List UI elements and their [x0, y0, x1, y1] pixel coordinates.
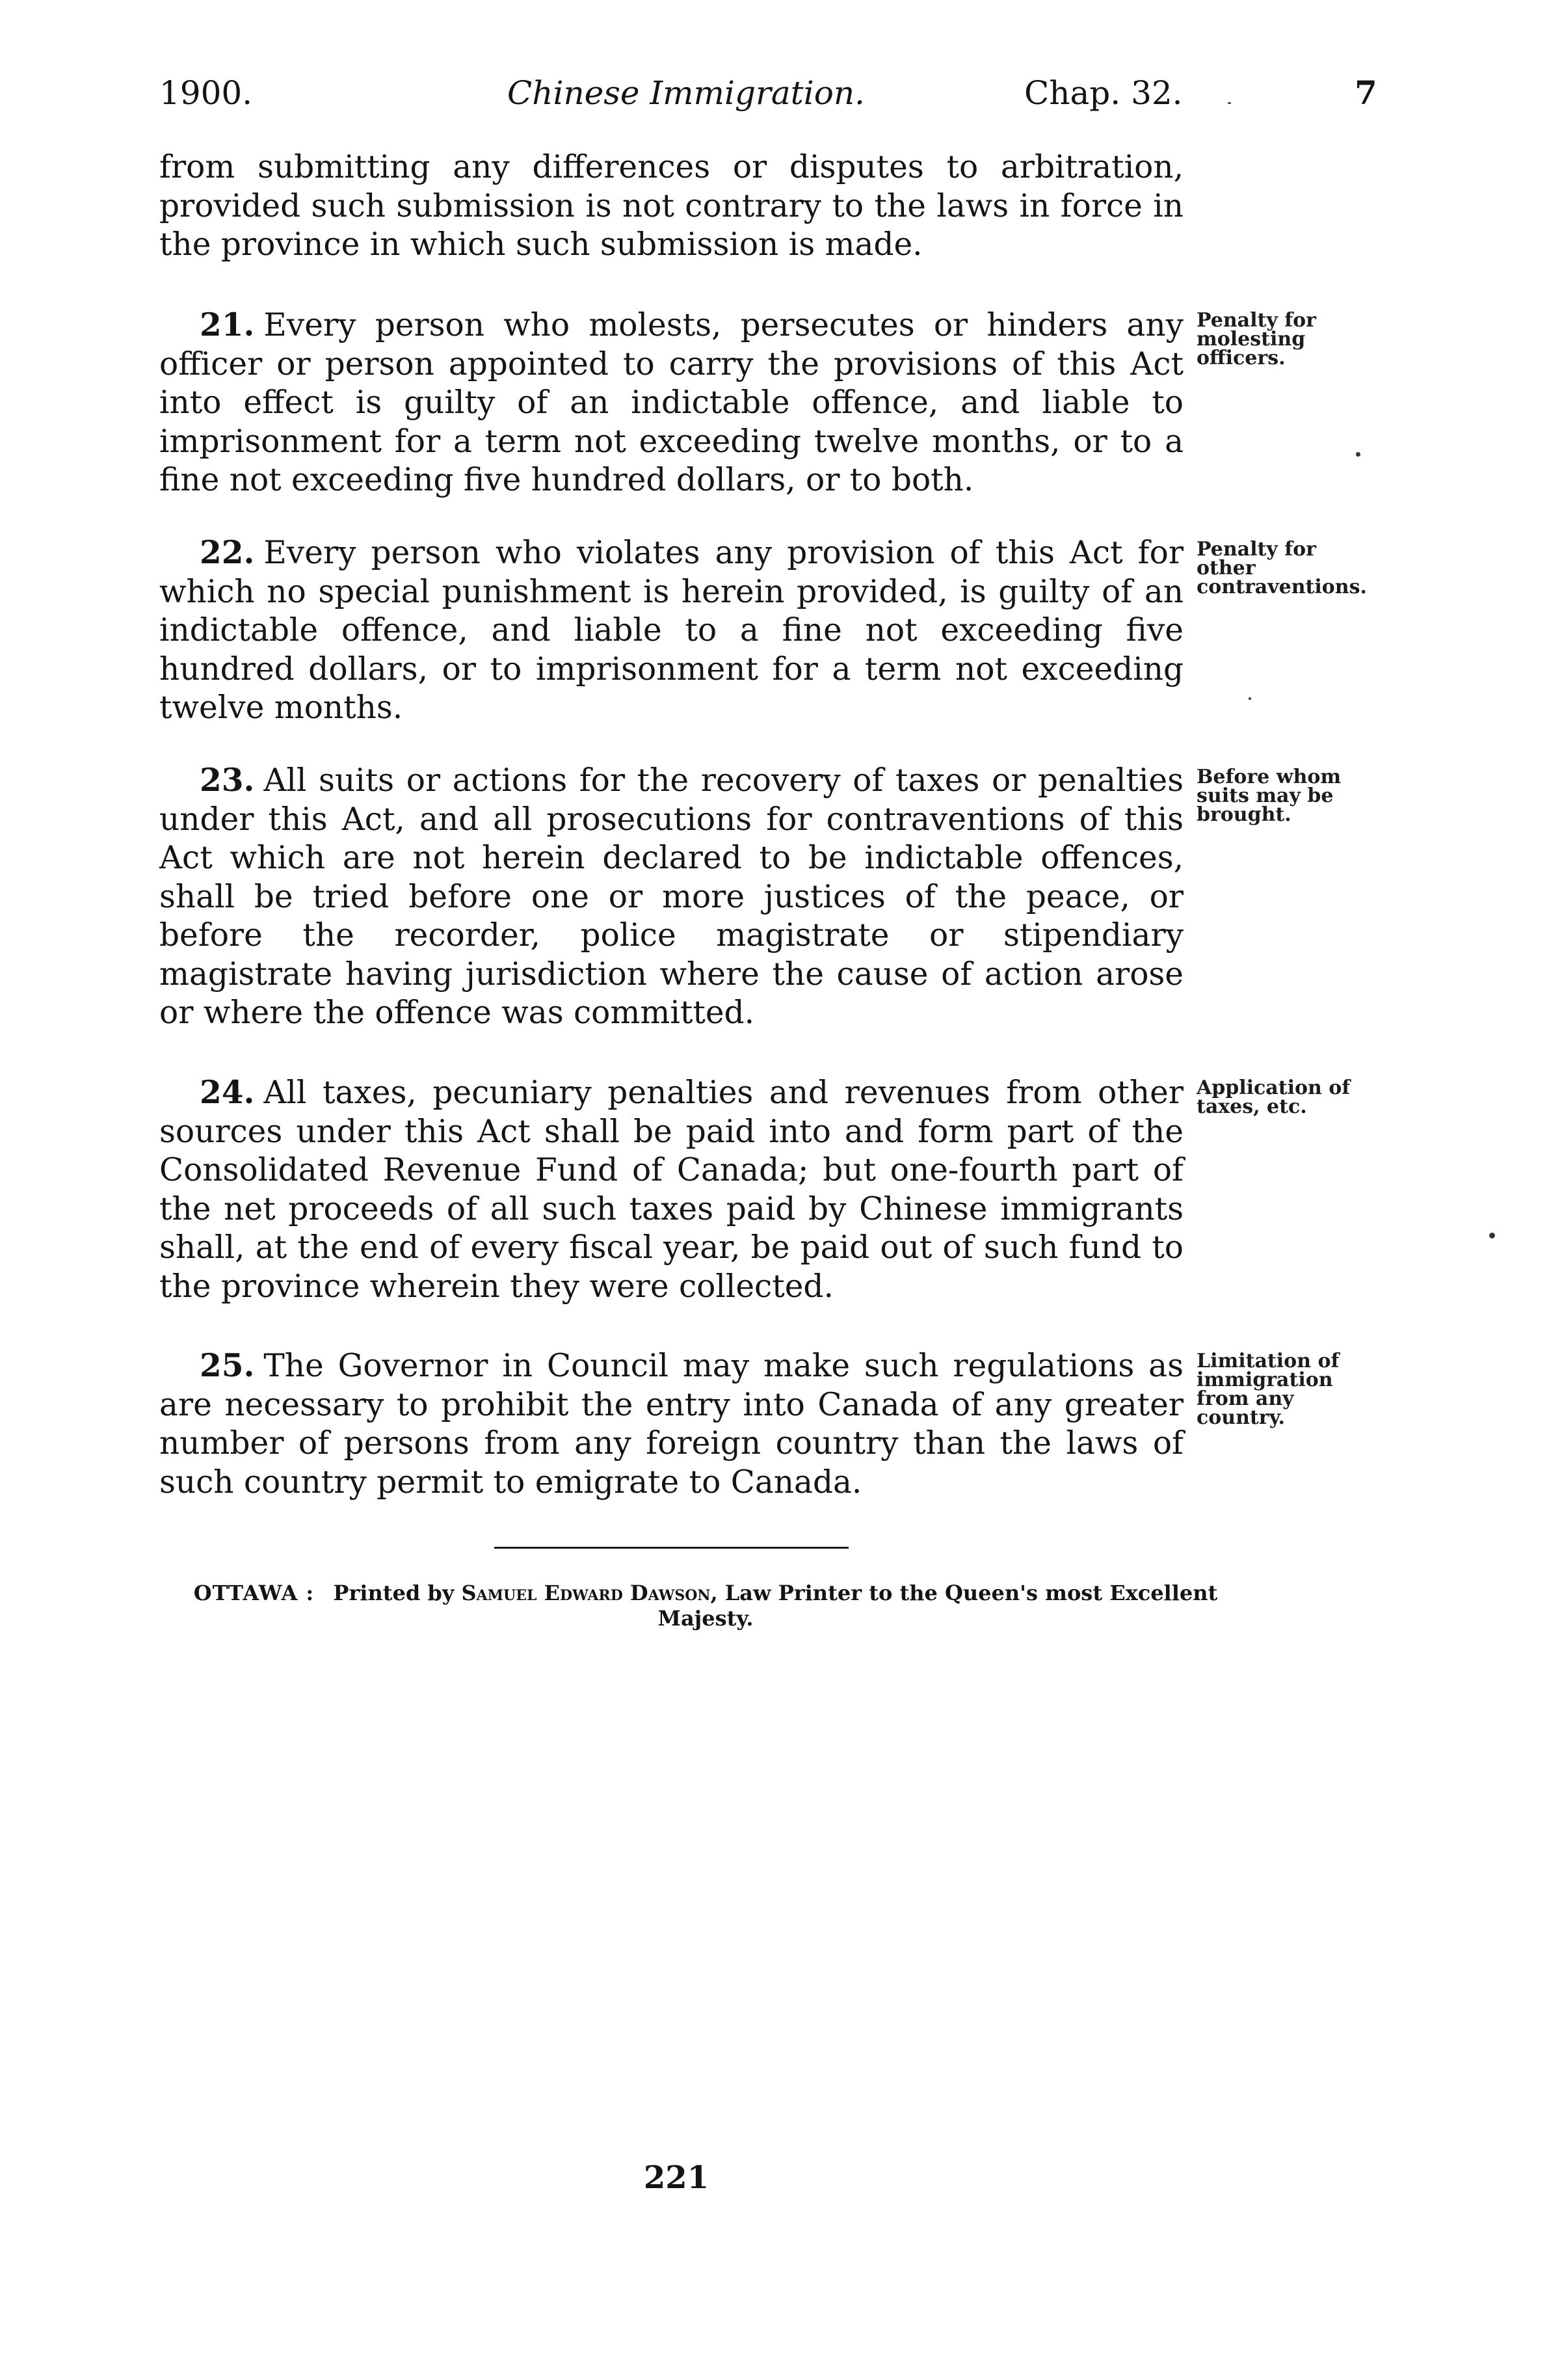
section-21	[159, 306, 1184, 500]
section-number: 25.	[200, 1347, 255, 1384]
section-24	[159, 1073, 1184, 1306]
marginal-note-22: Penalty for other contraventions.	[1197, 538, 1367, 598]
imprint-divider	[494, 1547, 849, 1549]
marginal-note-24: Application of taxes, etc.	[1197, 1076, 1351, 1118]
section-25	[159, 1346, 1184, 1502]
marginal-note-25: Limitation of immigration from any country.	[1197, 1350, 1340, 1429]
imprint-printer-name: Samuel Edward Dawson,	[461, 1581, 718, 1605]
section-number: 22.	[200, 534, 255, 571]
section-text: Every person who molests, persecutes or hinders any officer or person appointed to carry the provisions of this Act into effect is guilty of an indictable offence, and liable to imprisonment for a term not exceeding twelve months, or to a fine not exceeding five hundred dollars, or to both.	[159, 307, 1184, 498]
header-chapter: Chap. 32.	[1024, 74, 1183, 112]
header-year: 1900.	[159, 74, 253, 112]
section-22	[159, 533, 1184, 728]
opening-paragraph	[159, 148, 1184, 265]
ink-speck	[1228, 102, 1231, 104]
printer-imprint	[185, 1581, 1226, 1631]
section-number: 24.	[200, 1074, 255, 1111]
section-number: 23.	[200, 762, 255, 799]
section-text: All taxes, pecuniary penalties and revenues from other sources under this Act shall be paid into and form part of the Consolidated Revenue Fund of Canada; but one-fourth part of the net proceeds of all such taxes paid by Chinese immigrants shall, at the end of every fiscal year, be paid out of such fund to the province wherein they were collected.	[159, 1075, 1184, 1305]
opening-text: from submitting any differences or disputes to arbitration, provided such submission is not contrary to the laws in force in the province in which such submission is made.	[159, 149, 1184, 263]
header-page-number: 7	[1355, 74, 1377, 112]
ink-speck	[1489, 1233, 1495, 1238]
section-23	[159, 761, 1184, 1033]
header-title: Chinese Immigration.	[507, 74, 865, 112]
running-header	[159, 70, 1377, 116]
page-folio: 221	[643, 2159, 709, 2196]
ink-speck	[1249, 697, 1251, 700]
section-number: 21.	[200, 306, 255, 343]
imprint-printed-by: Printed by	[333, 1581, 455, 1605]
marginal-note-21: Penalty for molesting officers.	[1197, 309, 1316, 369]
imprint-printer-title: Law Printer to the Queen's most Excellent Majesty.	[657, 1581, 1218, 1631]
ink-speck	[1356, 452, 1360, 457]
section-text: Every person who violates any provision of this Act for which no special punishment is herein provided, is guilty of an indictable offence, and liable to a fine not exceeding five hundred dollars, or to imprisonment for a term not exceeding twelve months.	[159, 535, 1184, 726]
section-text: All suits or actions for the recovery of taxes or penalties under this Act, and all prosecutions for contraventions of this Act which are not herein declared to be indictable offences, shall be tried before one or more justices of the peace, or before the recorder, police magistrate or stipendiary magistrate having jurisdiction where the cause of action arose or where the offence was committed.	[159, 762, 1184, 1031]
section-text: The Governor in Council may make such regulations as are necessary to prohibit the entry into Canada of any greater number of persons from any foreign country than the laws of such country permit to emigrate to Canada.	[159, 1348, 1184, 1501]
marginal-note-23: Before whom suits may be brought.	[1197, 766, 1342, 826]
imprint-city: OTTAWA :	[193, 1581, 315, 1605]
